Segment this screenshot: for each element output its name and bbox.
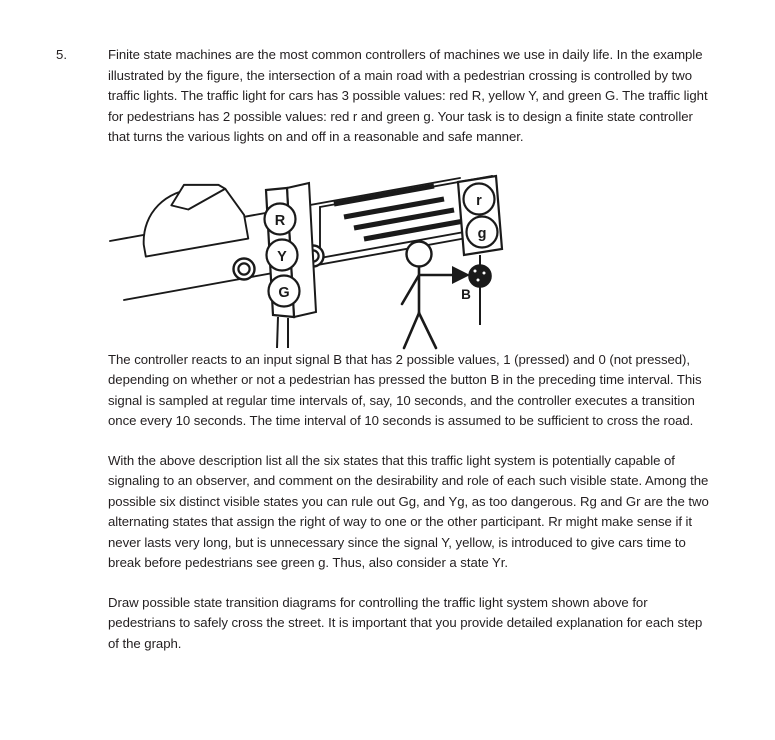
pedestrian-leg-left bbox=[404, 313, 419, 348]
paragraph-controller-input: The controller reacts to an input signal B that has 2 possible values, 1 (pressed) and 0 (not pressed), depending on whether or not a pedestrian has pressed the button B in the preceding time interval. This signal is sampled at regular time intervals of, say, 10 seconds, and the controller executes a transition once every 10 seconds. The time interval of 10 seconds is assumed to be sufficient to cross the road. bbox=[108, 351, 702, 428]
paragraph-draw-diagram: Draw possible state transition diagrams for controlling the traffic light system shown above for pedestrians to safely cross the street. It is important that you provide detailed explanation for each step of the graph. bbox=[108, 594, 703, 651]
problem-5 bbox=[56, 45, 716, 654]
car-wheel-rear bbox=[234, 258, 255, 279]
crosswalk-stripes bbox=[334, 186, 464, 239]
lamp-label-Y: Y bbox=[277, 248, 287, 265]
problem-number: 5. bbox=[56, 47, 67, 62]
pedestrian-call-button[interactable] bbox=[461, 265, 491, 302]
paragraph-intro: Finite state machines are the most common controllers of machines we use in daily life. In the example illustrated by the figure, the intersection of a main road with a pedestrian crossing is controlled by two traffic lights. The traffic light for cars has 3 possible values: red R, yellow Y, and green G. The traffic light for pedestrians has 2 possible values: red r and green g. Your task is to design a finite state controller that turns the various lights on and off in a reasonable and safe manner. bbox=[108, 47, 708, 144]
pedestrian-arm-right bbox=[402, 275, 419, 304]
spacer bbox=[108, 574, 716, 593]
lamp-label-r: r bbox=[476, 192, 482, 209]
pedestrian-head bbox=[407, 241, 432, 266]
press-arrow-head bbox=[452, 266, 470, 284]
lamp-label-G: G bbox=[278, 284, 290, 301]
press-arrow bbox=[419, 266, 470, 284]
button-dot-3 bbox=[477, 278, 480, 281]
car-light-pole bbox=[277, 317, 288, 348]
pedestrian-figure bbox=[402, 241, 436, 348]
pedestrian-leg-right bbox=[419, 313, 436, 348]
traffic-scene-illustration bbox=[92, 170, 712, 350]
button-label-B: B bbox=[461, 286, 471, 302]
spacer bbox=[108, 432, 716, 451]
traffic-intersection-figure bbox=[108, 170, 716, 350]
button-dot-2 bbox=[483, 271, 486, 274]
lamp-label-g: g bbox=[477, 225, 487, 242]
lamp-label-R: R bbox=[274, 212, 286, 229]
paragraph-six-states: With the above description list all the six states that this traffic light system is potentially capable of signaling to an observer, and comment on the desirability and role of each such visible state. Among the possible six distinct visible states you can rule out Gg, and Yg, as too dangerous. Rg and Gr are the two alternating states that assign the right of way to one or the other participant. Rr might make sense if it never lasts very long, but is unnecessary since the signal Y, yellow, is introduced to give cars time to break before pedestrians see green g. Thus, also consider a state Yr. bbox=[108, 452, 709, 570]
problem-body bbox=[108, 45, 716, 654]
spacer bbox=[108, 148, 716, 170]
car-traffic-light bbox=[265, 183, 317, 348]
pedestrian-traffic-light bbox=[458, 176, 502, 325]
button-body[interactable] bbox=[469, 265, 491, 287]
button-dot-1 bbox=[474, 269, 477, 272]
